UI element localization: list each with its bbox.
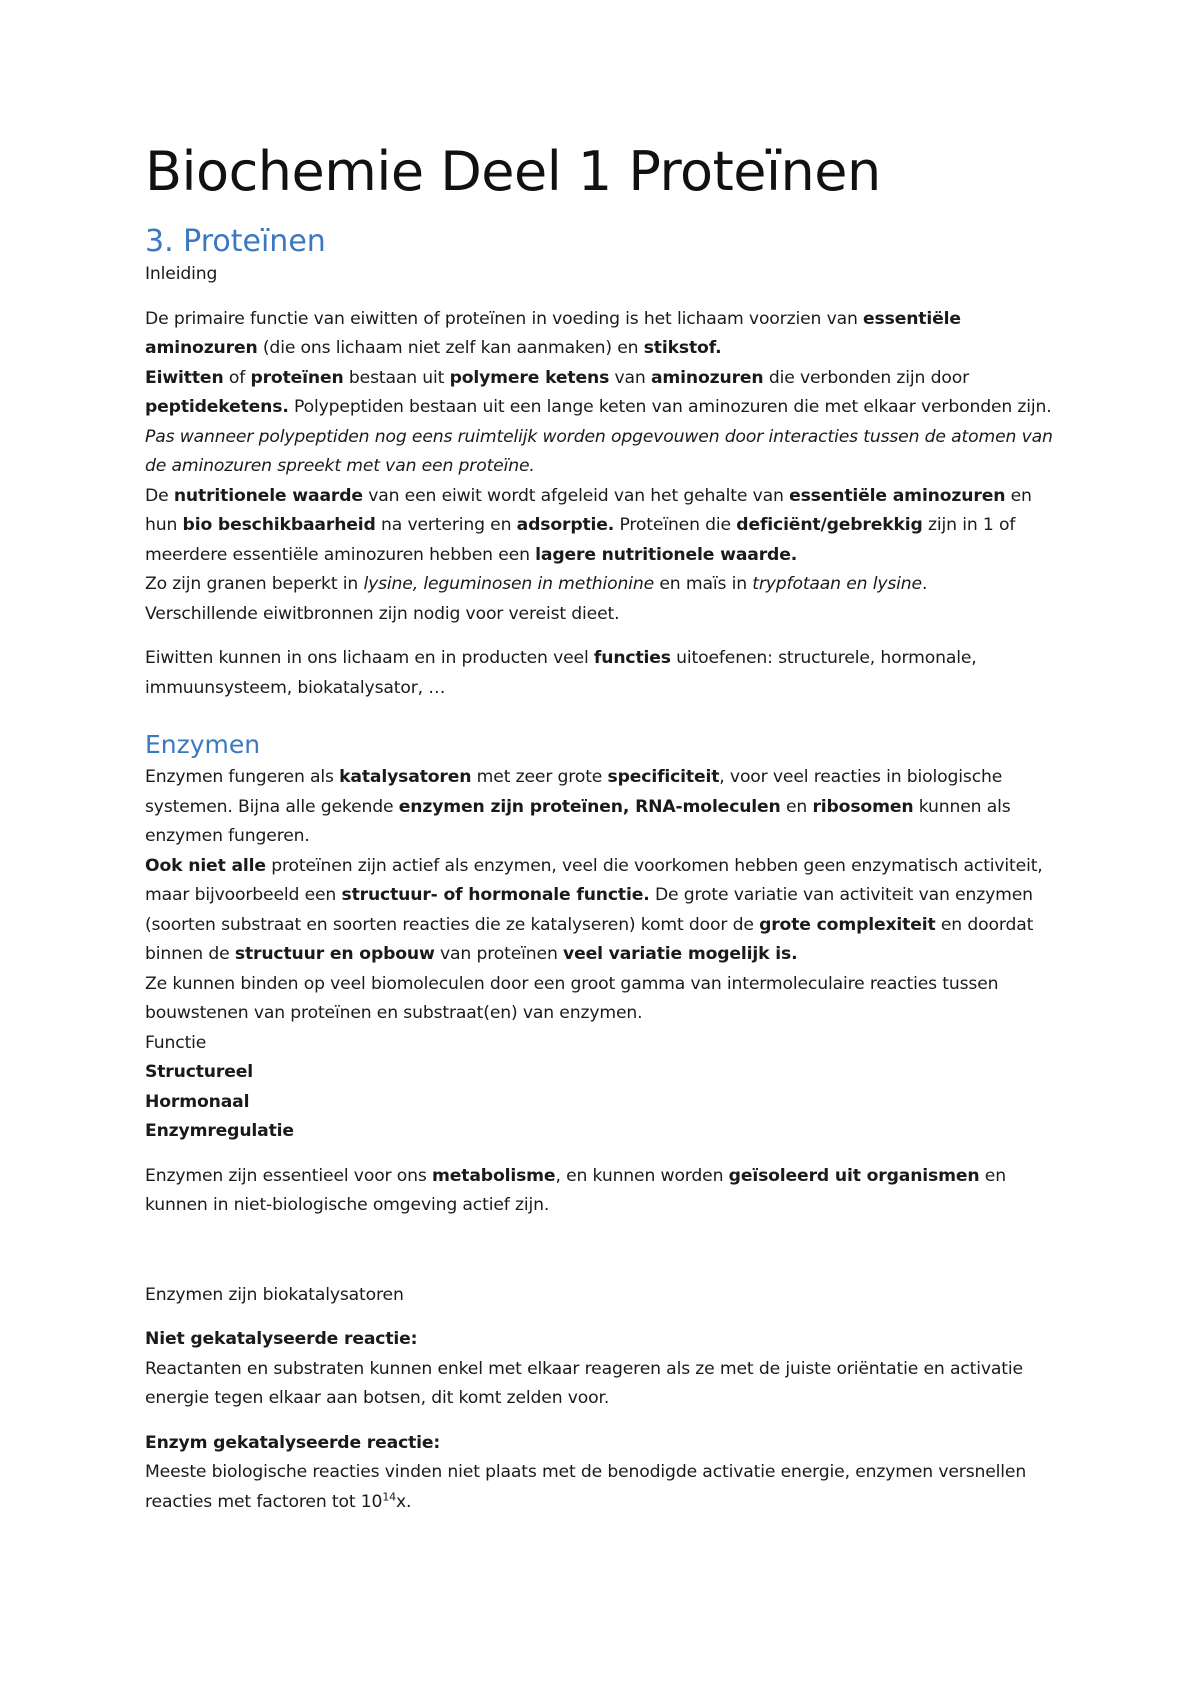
- paragraph-metabolisme: Enzymen zijn essentieel voor ons metabolisme, en kunnen worden geïsoleerd uit organismen en kunnen in niet-biologische omgeving actief zijn.: [145, 1165, 1006, 1215]
- paragraph-niet-gekatalyseerd: Reactanten en substraten kunnen enkel met elkaar reageren als ze met de juiste oriëntatie en activatie energie tegen elkaar aan botsen, dit komt zelden voor.: [145, 1358, 1023, 1408]
- section-heading-proteinen: 3. Proteïnen: [145, 224, 326, 259]
- label-enzym-gekatalyseerd: Enzym gekatalyseerde reactie:: [145, 1432, 441, 1453]
- paragraph-enzym-gekatalyseerd: Meeste biologische reacties vinden niet plaats met de benodigde activatie energie, enzymen versnellen reacties met factoren tot $10^{14}x$.: [145, 1462, 1027, 1512]
- paragraph-enzymen-fungeren: Enzymen fungeren als katalysatoren met zeer grote specificiteit, voor veel reacties in biologische systemen. Bijna alle gekende enzymen zijn proteïnen, RNA-moleculen en ribosomen kunnen als enzymen fungeren.: [145, 767, 1011, 846]
- subheading-inleiding: Inleiding: [145, 264, 218, 284]
- paragraph-primaire-functie: De primaire functie van eiwitten of proteïnen in voeding is het lichaam voorzien van essentiële aminozuren (die ons lichaam niet zelf kan aanmaken) en stikstof.: [145, 308, 961, 358]
- paragraph-nutritionele-waarde: De nutritionele waarde van een eiwit wordt afgeleid van het gehalte van essentiële aminozuren en hun bio beschikbaarheid na vertering en adsorptie. Proteïnen die deficiënt/gebrekkig zijn in 1 of meerdere essentiële aminozuren hebben een lagere nutritionele waarde.: [145, 485, 1032, 565]
- label-niet-gekatalyseerd: Niet gekatalyseerde reactie:: [145, 1329, 418, 1349]
- paragraph-biokatalysatoren: Enzymen zijn biokatalysatoren: [145, 1284, 404, 1305]
- paragraph-italic-proteine: Pas wanneer polypeptiden nog eens ruimtelijk worden opgevouwen door interacties tussen de atomen van de aminozuren spreekt met van een proteïne.: [145, 426, 1053, 476]
- paragraph-functies: Eiwitten kunnen in ons lichaam en in producten veel functies uitoefenen: structurele, hormonale, immuunsysteem, biokatalysator, …: [145, 648, 977, 698]
- functie-item: Hormonaal: [145, 1091, 250, 1112]
- paragraph-granen: Zo zijn granen beperkt in lysine, leguminosen in methionine en maïs in trypfotaan en lysine.: [145, 574, 928, 594]
- functie-item: Structureel: [145, 1062, 253, 1082]
- document-content: [145, 140, 1065, 1517]
- section-heading-enzymen: Enzymen: [145, 730, 261, 759]
- label-functie: Functie: [145, 1032, 207, 1053]
- paragraph-ook-niet-alle: Ook niet alle proteïnen zijn actief als enzymen, veel die voorkomen hebben geen enzymatisch activiteit, maar bijvoorbeeld een structuur- of hormonale functie. De grote variatie van activiteit van enzymen (soorten substraat en soorten reacties die ze katalyseren) komt door de grote complexiteit en doordat binnen de structuur en opbouw van proteïnen veel variatie mogelijk is.: [145, 855, 1043, 964]
- document-title: Biochemie Deel 1 Proteïnen: [145, 140, 881, 203]
- paragraph-eiwitten-bestaan: Eiwitten of proteïnen bestaan uit polymere ketens van aminozuren die verbonden zijn door peptideketens. Polypeptiden bestaan uit een lange keten van aminozuren die met elkaar verbonden zijn.: [145, 367, 1052, 417]
- paragraph-eiwitbronnen: Verschillende eiwitbronnen zijn nodig voor vereist dieet.: [145, 603, 620, 624]
- functie-item: Enzymregulatie: [145, 1121, 294, 1141]
- paragraph-binden: Ze kunnen binden op veel biomoleculen door een groot gamma van intermoleculaire reacties tussen bouwstenen van proteïnen en substraat(en) van enzymen.: [145, 973, 999, 1023]
